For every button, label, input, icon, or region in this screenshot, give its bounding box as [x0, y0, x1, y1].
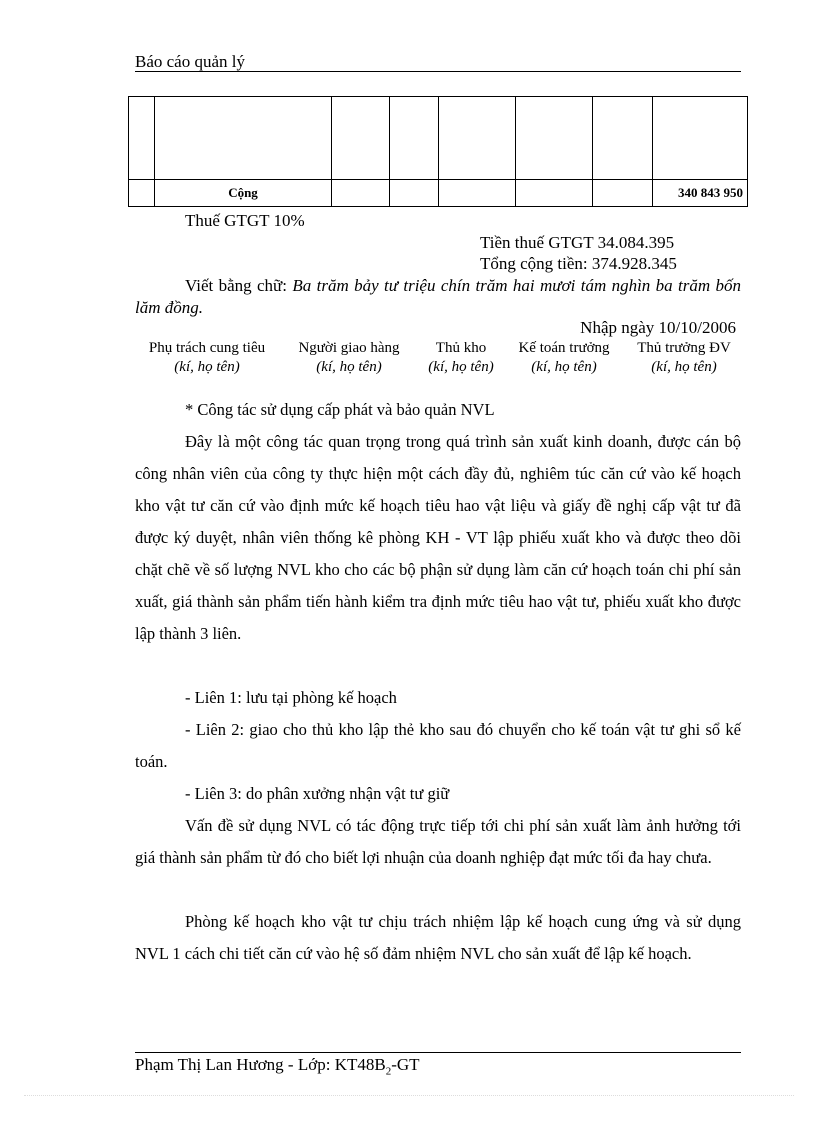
page-bottom-dotted-line	[24, 1095, 794, 1096]
table-row	[129, 97, 748, 180]
total-value: 340 843 950	[653, 180, 748, 207]
vat-label: Thuế GTGT 10%	[185, 211, 305, 230]
body-paragraph-1: Đây là một công tác quan trọng trong quá trình sản xuất kinh doanh, được cán bộ công nhân viên của công ty thực hiện một cách đầy đủ, nghiêm túc căn cứ vào kế hoạch kho vật tư căn cứ vào định mức kế hoạch tiêu hao vật liệu và giấy đề nghị cấp vật tư đã được ký duyệt, nhân viên thống kê phòng KH - VT lập phiếu xuất kho và được theo dõi chặt chẽ về số lượng NVL kho cho các bộ phận sử dụng làm căn cứ hoạch toán chi phí sản xuất, giá thành sản phẩm tiến hành kiểm tra định mức tiêu hao vật tư, phiếu xuất kho được lập thành 3 liên.	[135, 432, 741, 643]
signature-note: (kí, họ tên)	[428, 359, 494, 375]
signature-purchasing	[134, 339, 280, 377]
signature-unit-head	[636, 339, 732, 377]
signature-note: (kí, họ tên)	[651, 359, 717, 375]
goods-table	[128, 96, 748, 207]
tax-amount-line: Tiền thuế GTGT 34.084.395	[480, 233, 675, 252]
signature-role: Thủ trưởng ĐV	[637, 340, 731, 356]
body-paragraph-2: Vấn đề sử dụng NVL có tác động trực tiếp tới chi phí sản xuất làm ảnh hưởng tới giá thành sản phẩm từ đó cho biết lợi nhuận của doanh nghiệp đạt mức tối đa hay chưa.	[135, 816, 741, 867]
table-total-row	[129, 180, 748, 207]
footer-rule	[135, 1052, 741, 1053]
amount-in-words	[135, 275, 741, 319]
total-label: Cộng	[155, 180, 332, 207]
signature-deliverer	[285, 339, 413, 377]
copy-2: - Liên 2: giao cho thủ kho lập thẻ kho sau đó chuyển cho kế toán vật tư ghi sổ kế toán.	[135, 720, 741, 771]
signature-role: Kế toán trưởng	[518, 340, 610, 356]
copy-1: - Liên 1: lưu tại phòng kế hoạch	[185, 688, 397, 707]
signature-storekeeper	[428, 339, 494, 377]
signature-role: Người giao hàng	[298, 340, 400, 356]
signature-note: (kí, họ tên)	[174, 359, 240, 375]
words-value: Ba trăm bảy tư triệu chín trăm hai mươi tám nghìn ba trăm bốn lăm đồng.	[135, 276, 741, 317]
body-paragraph-3: Phòng kế hoạch kho vật tư chịu trách nhiệm lập kế hoạch cung ứng và sử dụng NVL 1 cách chi tiết căn cứ vào hệ số đảm nhiệm NVL cho sản xuất để lập kế hoạch.	[135, 912, 741, 963]
copy-3: - Liên 3: do phân xưởng nhận vật tư giữ	[185, 784, 450, 803]
signature-role: Thủ kho	[435, 340, 487, 356]
signature-note: (kí, họ tên)	[316, 359, 382, 375]
grand-total-line: Tổng cộng tiền: 374.928.345	[480, 254, 677, 273]
signature-note: (kí, họ tên)	[531, 359, 597, 375]
page-header-title: Báo cáo quản lý	[135, 52, 245, 71]
header-rule	[135, 71, 741, 72]
entry-date: Nhập ngày 10/10/2006	[580, 318, 736, 337]
footer-author: Phạm Thị Lan Hương - Lớp: $KT48B_2-GT$	[135, 1055, 420, 1078]
signature-role: Phụ trách cung tiêu	[148, 340, 266, 356]
words-label: Viết bằng chữ:	[185, 276, 287, 295]
section-title: * Công tác sử dụng cấp phát và bảo quản NVL	[185, 400, 495, 419]
signature-chief-accountant	[518, 339, 610, 377]
